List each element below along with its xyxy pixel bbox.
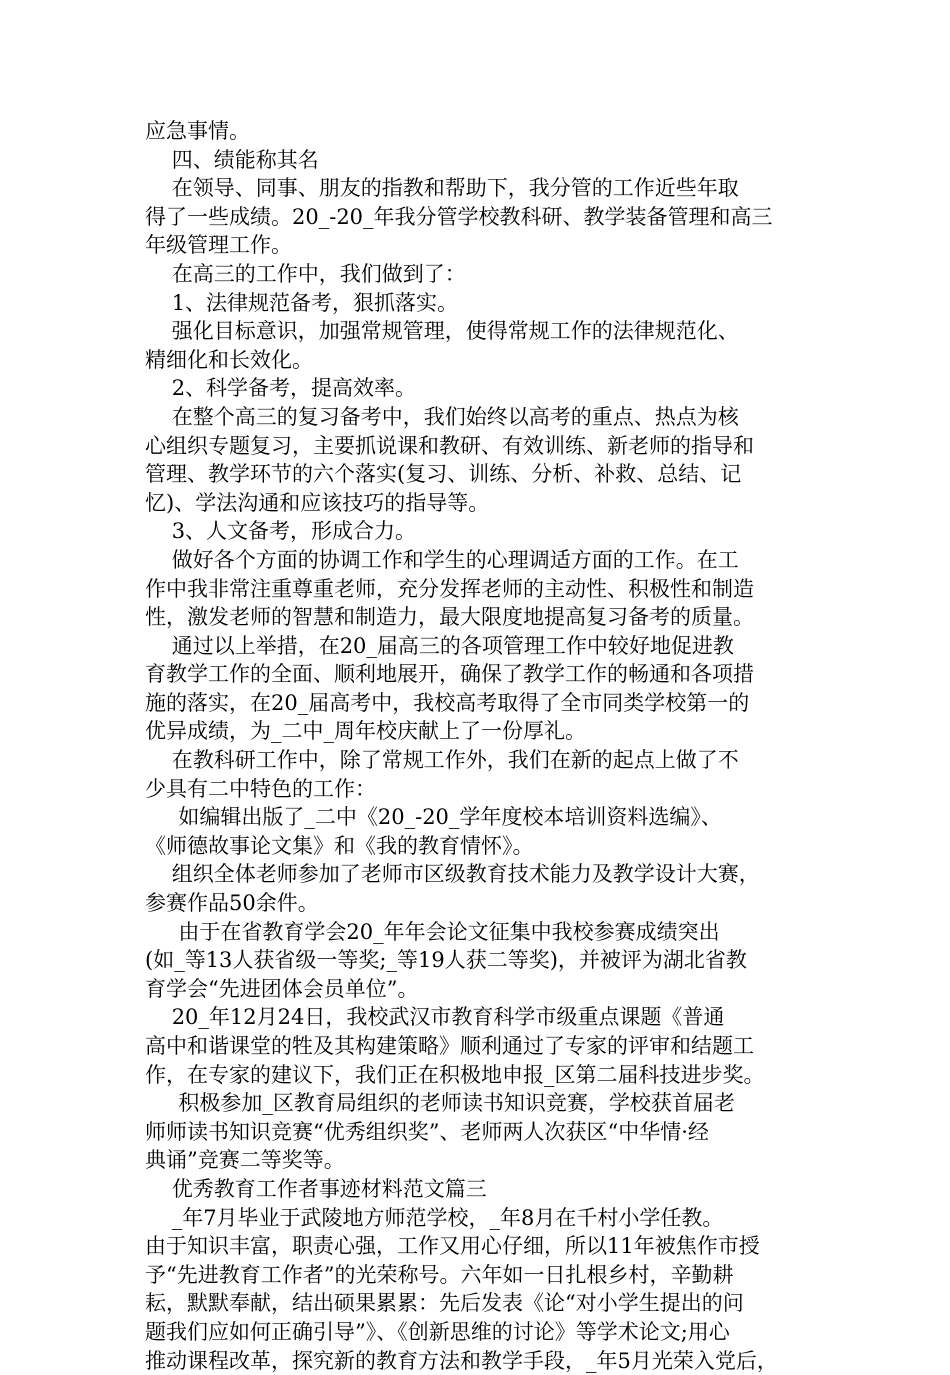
text-line: 师师读书知识竞赛“优秀组织奖”、老师两人次获区“中华情·经	[145, 1119, 709, 1144]
text-line: 应急事情。	[145, 119, 250, 143]
text-line: 优秀教育工作者事迹材料范文篇三	[145, 1176, 487, 1201]
text-line: 作，在专家的建议下，我们正在积极地申报_区第二届科技进步奖。	[145, 1062, 765, 1087]
text-line: 参赛作品50余件。	[145, 891, 319, 916]
text-line: 忆)、学法沟通和应该技巧的指导等。	[145, 490, 490, 515]
text-line: 题我们应如何正确引导”》、《创新思维的讨论》等学术论文;用心	[145, 1319, 730, 1344]
text-line: 2、科学备考，提高效率。	[145, 376, 417, 401]
text-line: (如_等13人获省级一等奖;_等19人获二等奖)，并被评为湖北省教	[145, 948, 747, 973]
text-line: 作中我非常注重尊重老师，充分发挥老师的主动性、积极性和制造	[145, 576, 754, 601]
text-line: 在高三的工作中，我们做到了：	[145, 261, 466, 286]
text-line: 组织全体老师参加了老师市区级教育技术能力及教学设计大赛，	[145, 862, 760, 887]
text-line: 在教科研工作中，除了常规工作外，我们在新的起点上做了不	[145, 748, 739, 773]
text-line: 育教学工作的全面、顺利地展开，确保了教学工作的畅通和各项措	[145, 662, 754, 687]
text-line: 20_年12月24日，我校武汉市教育科学市级重点课题《普通	[145, 1005, 725, 1030]
text-line: 优异成绩，为_二中_周年校庆献上了一份厚礼。	[145, 719, 586, 744]
text-line: 由于知识丰富，职责心强，工作又用心仔细，所以11年被焦作市授	[145, 1234, 760, 1259]
text-line: 予“先进教育工作者”的光荣称号。六年如一日扎根乡村，辛勤耕	[145, 1262, 734, 1287]
text-line: 3、人文备考，形成合力。	[145, 519, 417, 544]
text-line: _年7月毕业于武陵地方师范学校，_年8月在千村小学任教。	[145, 1205, 724, 1230]
text-line: 积极参加_区教育局组织的老师读书知识竞赛，学校获首届老	[145, 1091, 735, 1116]
text-line: 年级管理工作。	[145, 233, 292, 258]
text-line: 1、法律规范备考，狠抓落实。	[145, 290, 459, 315]
text-line: 耘，默默奉献，结出硕果累累：先后发表《论“对小学生提出的问	[145, 1291, 744, 1316]
text-line: 施的落实，在20_届高考中，我校高考取得了全市同类学校第一的	[145, 690, 750, 715]
text-line: 《师德故事论文集》和《我的教育情怀》。	[145, 833, 534, 858]
text-line: 推动课程改革，探究新的教育方法和教学手段，_年5月光荣入党后，	[145, 1348, 778, 1373]
text-line: 少具有二中特色的工作：	[145, 776, 376, 801]
text-line: 得了一些成绩。20_-20_年我分管学校教科研、教学装备管理和高三	[145, 204, 773, 229]
text-line: 做好各个方面的协调工作和学生的心理调适方面的工作。在工	[145, 547, 739, 572]
text-line: 通过以上举措，在20_届高三的各项管理工作中较好地促进教	[145, 633, 734, 658]
text-line: 育学会“先进团体会员单位”。	[145, 976, 419, 1001]
document-body	[145, 117, 810, 1375]
text-line: 性，激发老师的智慧和制造力，最大限度地提高复习备考的质量。	[145, 605, 754, 630]
text-line: 在领导、同事、朋友的指教和帮助下，我分管的工作近些年取	[145, 176, 739, 201]
text-line: 精细化和长效化。	[145, 347, 313, 372]
text-line: 心组织专题复习，主要抓说课和教研、有效训练、新老师的指导和	[145, 433, 754, 458]
text-line: 典诵”竞赛二等奖等。	[145, 1148, 345, 1173]
text-line: 四、绩能称其名	[145, 147, 319, 172]
text-line: 由于在省教育学会20_年年会论文征集中我校参赛成绩突出	[145, 919, 720, 944]
text-line: 强化目标意识，加强常规管理，使得常规工作的法律规范化、	[145, 319, 739, 344]
text-line: 高中和谐课堂的牲及其构建策略》顺利通过了专家的评审和结题工	[145, 1034, 754, 1058]
text-line: 如编辑出版了_二中《20_-20_学年度校本培训资料选编》、	[145, 805, 722, 830]
text-line: 管理、教学环节的六个落实(复习、训练、分析、补救、总结、记	[145, 462, 742, 487]
text-line: 在整个高三的复习备考中，我们始终以高考的重点、热点为核	[145, 404, 739, 429]
